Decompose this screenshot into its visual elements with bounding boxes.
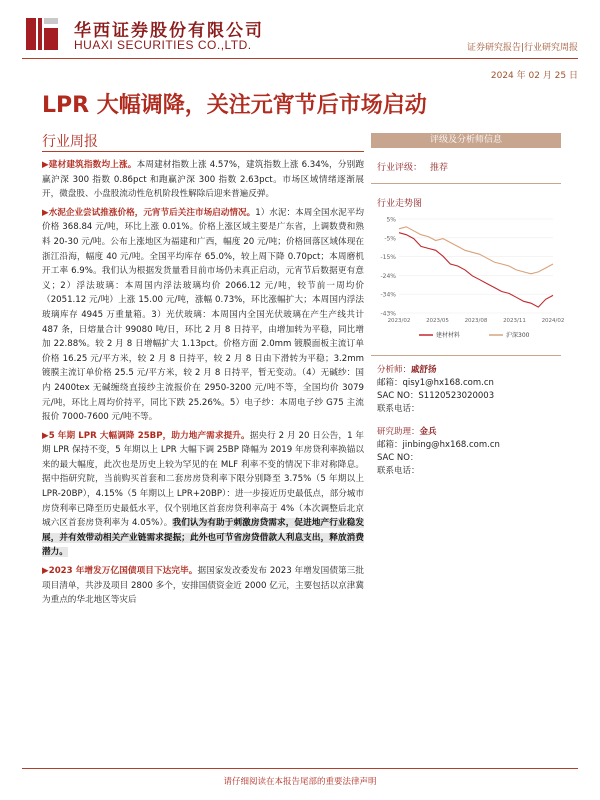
paragraph-lead: ▶建材建筑指数均上涨。 (42, 160, 137, 170)
analyst-email[interactable]: 邮箱：jinbing@hx168.com.cn (377, 440, 500, 450)
paragraph-lead: ▶5 年期 LPR 大幅调降 25BP，助力地产需求提升。 (42, 430, 250, 441)
paragraph-body: 1）水泥：本周全国水泥平均价格 368.84 元/吨，环比上涨 0.01%。价格上涨区域主要是广东省，上调数费和熟料 20-30 元/吨。公布上涨地区为福建和广西，幅度 20 元/吨；价格回落区域体现在浙江沿海，幅度 40 元/吨。全国平均库存 65.0%，较上周下降 0.70pct；本周磨机开工率 6.9%。我们认为根据发货量看目前市场仍未真正启动，元宵节后数据更有意义；2）浮法玻璃：本周国内浮法玻璃均价 2066.12 元/吨，较节前一周均价（2051.12 元/吨）上涨 15.00 元/吨，涨幅 0.73%，环比涨幅扩大；本周国内浮法玻璃库存 4945 万重量箱。3）光伏玻璃：本周国内全国光伏玻璃在产生产线共计 487 条，日熔量合计 99080 吨/日，环比 2 月 8 日持平，由增加转为平稳，同比增加 22.88%。较 2 月 8 日增幅扩大 1.13pct。价格方面 2.0mm 镀膜面板主流订单价格 16.25 元/平方米，较 2 月 8 日持平，较 2 月 8 日由下滑转为平稳；3.2mm 镀膜主流订单价格 25.5 元/平方米，较 2 月 8 日持平，暂无变动。（4）无碱纱：国内 2400tex 无碱缠绕直接纱主流报价在 2950-3200 元/吨不等，全国均价 3079 元/吨，环比上周均价持平，同比下跌 25.26%。5）电子纱：本周电子纱 G75 主流报价 7000-7600 元/吨不等。 (42, 207, 364, 423)
analyst-role: 分析师： (377, 365, 412, 375)
footer-divider (22, 768, 578, 769)
legend-label: 建材材料 (436, 332, 461, 339)
paragraph (42, 564, 364, 608)
chart-container (371, 213, 565, 349)
sidebar-title-bar: 评级及分析师信息 (371, 133, 561, 148)
x-tick-label: 2023/08 (464, 318, 488, 324)
report-body (42, 158, 364, 612)
report-date: 2024 年 02 月 25 日 (490, 71, 578, 81)
analyst-sac: SAC NO：S1120523020003 (377, 391, 495, 401)
legend-label: 沪深300 (506, 332, 530, 339)
analyst-block (371, 364, 561, 416)
y-tick-label: -24% (380, 272, 396, 280)
analyst-role: 研究助理： (377, 427, 420, 437)
x-tick-label: 2024/02 (541, 318, 565, 324)
y-tick-label: -15% (380, 254, 396, 262)
industry-rating (371, 160, 561, 173)
header-divider (22, 58, 578, 59)
sidebar-divider (371, 183, 561, 184)
analyst-phone: 联系电话： (377, 466, 420, 476)
analyst-name: 金兵 (419, 427, 437, 437)
analyst-block (371, 426, 561, 478)
company-name-cn: 华西证券股份有限公司 (74, 21, 264, 41)
paragraph-highlight: 我们认为有助于刺激房贷需求，促进地产行业稳发展，并有效带动相关产业链需求提振；此外也可节省房贷借款人利息支出，释放消费潜力。 (42, 518, 364, 558)
analyst-sac: SAC NO： (377, 453, 419, 463)
paragraph-lead: ▶2023 年增发万亿国债项目下达完毕。 (42, 566, 198, 577)
report-header (0, 0, 600, 62)
paragraph (42, 206, 364, 425)
company-name-en: HUAXI SECURITIES CO.,LTD. (74, 38, 252, 52)
chart-series-line (399, 227, 553, 274)
report-type: 证券研究报告|行业研究周报 (466, 43, 578, 53)
paragraph-body: 据国家发改委发布 2023 年增发国债第三批项目清单，共涉及项目 2800 多个，安排国债资金近 2000 亿元，主要包括以京津冀为重点的华北地区等灾后 (42, 566, 364, 606)
paragraph-body: 据央行 2 月 20 日公告，1 年期 LPR 保持不变，5 年期以上 LPR 大幅下调 25BP 降幅为 2019 年房贷利率换锚以来的最大幅度，此次也是历史上较为罕见的在 MLF 利率不变的情况下非对称降息。据中指研究院，当前购买首套和二套房房贷利率下限分别降至 3.75%（5 年期以上 LPR-20BP），4.15%（5 年期以上 LPR+20BP）：进一步接近历史最低点，部分城市房贷利率已降至历史最低水平，仅个别地区首套房贷利率高于 4%（本次调整后北京城六区首套房贷利率为 4.05%）。 (42, 430, 364, 529)
analyst-name: 戚舒扬 (411, 365, 437, 375)
y-tick-label: -5% (384, 235, 396, 243)
analyst-email[interactable]: 邮箱：qisy1@hx168.com.cn (377, 378, 494, 388)
x-tick-label: 2023/02 (387, 318, 411, 324)
rating-value: 推荐 (430, 163, 449, 173)
x-tick-label: 2023/11 (503, 318, 526, 324)
paragraph-lead: ▶水泥企业尝试推涨价格，元宵节后关注市场启动情况。 (42, 207, 256, 218)
huaxi-logo-icon (22, 14, 62, 54)
section-label: 行业周报 (42, 134, 98, 150)
industry-trend-chart (371, 213, 565, 345)
rating-label: 行业评级： (377, 163, 423, 173)
chart-title: 行业走势图 (377, 199, 423, 209)
y-tick-label: -43% (380, 310, 396, 318)
paragraph (42, 429, 364, 560)
report-title: LPR 大幅调降，关注元宵节后市场启动 (42, 93, 427, 118)
legal-disclaimer-notice: 请仔细阅读在本报告尾部的重要法律声明 (223, 777, 377, 787)
chart-series-line (399, 233, 553, 307)
y-tick-label: 5% (386, 216, 396, 224)
sidebar-divider (371, 355, 561, 356)
sidebar (371, 133, 565, 478)
paragraph-body: 本周建材指数上涨 4.57%，建筑指数上涨 6.34%，分别跑赢沪深 300 指数 0.86pct 和跑赢沪深 300 指数 2.63pct。市场区域情绪逐渐展开，微盘股、小盘股流动性危机阶段性解除后迎来普遍反弹。 (42, 160, 364, 200)
section-divider (42, 151, 364, 152)
y-tick-label: -34% (380, 291, 396, 299)
analyst-phone: 联系电话： (377, 404, 420, 414)
x-tick-label: 2023/05 (426, 318, 449, 324)
paragraph (42, 158, 364, 202)
